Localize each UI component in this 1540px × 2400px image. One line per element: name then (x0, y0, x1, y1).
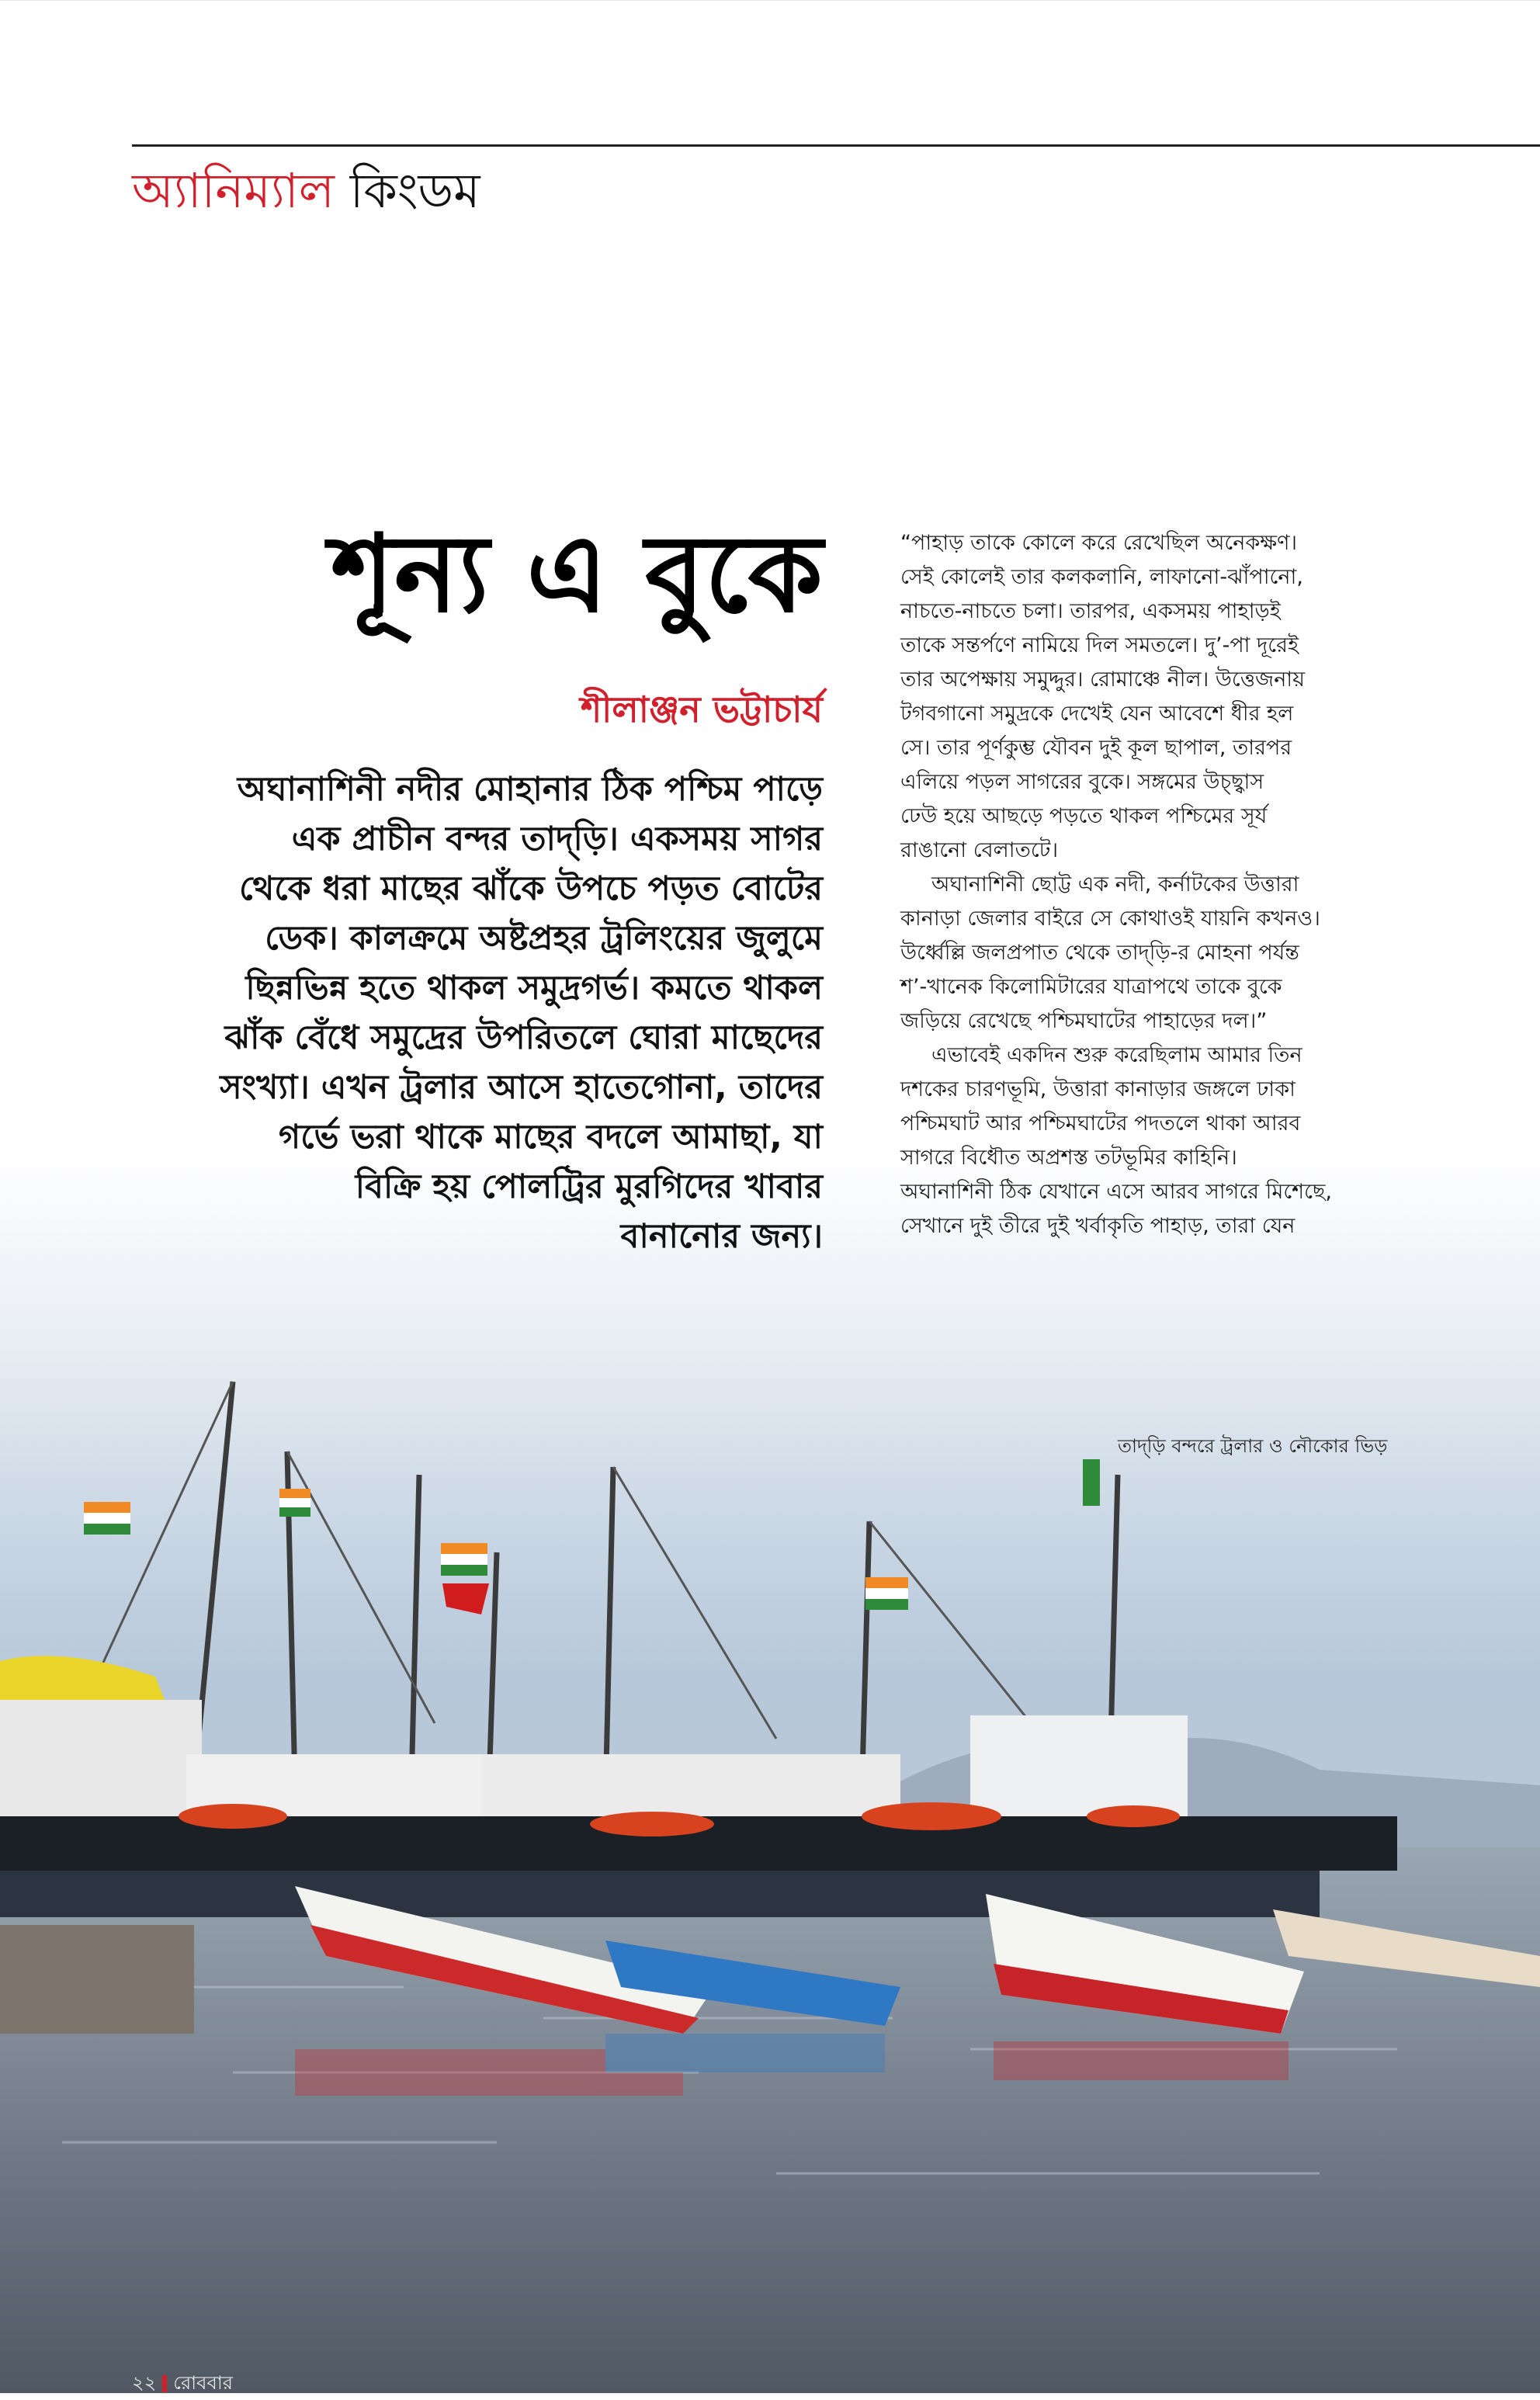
section-heading-part2: কিংডম (349, 162, 480, 219)
footer-divider (162, 2375, 167, 2392)
article-title: শূন্য এ বুকে (331, 510, 823, 636)
magazine-name: রোববার (173, 2372, 233, 2394)
author-name: শীলাঞ্জন ভট্টাচার্য (580, 688, 823, 730)
body-line: তার অপেক্ষায় সমুদ্দুর। রোমাঞ্চে নীল। উত্তেজনায় (900, 668, 1306, 692)
lede-line: গর্ভে ভরা থাকে মাছের বদলে আমাছা, যা (279, 1118, 823, 1157)
lede-line: এক প্রাচীন বন্দর তাদ্‌ড়ি। একসময় সাগর (291, 820, 823, 858)
body-line: সাগরে বিধৌত অপ্রশস্ত তটভূমির কাহিনি। (900, 1146, 1237, 1170)
body-line: তাকে সন্তর্পণে নামিয়ে দিল সমতলে। দু’-পা দূরেই (900, 633, 1299, 657)
section-heading (132, 162, 480, 219)
body-line: “পাহাড় তাকে কোলে করে রেখেছিল অনেকক্ষণ। (900, 531, 1298, 555)
page-number: ২২ (132, 2372, 157, 2394)
body-line: জড়িয়ে রেখেছে পশ্চিমঘাটের পাহাড়ের দল।” (900, 1009, 1268, 1033)
section-heading-part1: অ্যানিম্যাল (132, 162, 335, 219)
lede-line: অঘানাশিনী নদীর মোহানার ঠিক পশ্চিম পাড়ে (237, 770, 823, 809)
lede-line: সংখ্যা। এখন ট্রলার আসে হাতেগোনা, তাদের (220, 1068, 823, 1107)
lede-line: থেকে ধরা মাছের ঝাঁকে উপচে পড়ত বোটের (239, 869, 823, 908)
body-line: রাঙানো বেলাতটে। (900, 838, 1059, 862)
body-line: পশ্চিমঘাট আর পশ্চিমঘাটের পদতলে থাকা আরব (900, 1112, 1301, 1136)
lede-line: বিক্রি হয় পোলট্রির মুরগিদের খাবার (355, 1167, 823, 1206)
lede-line: বানানোর জন্য। (620, 1217, 823, 1256)
body-line: শ’-খানেক কিলোমিটারের যাত্রাপথে তাকে বুকে (900, 975, 1282, 999)
body-line: সেই কোলেই তার কলকলানি, লাফানো-ঝাঁপানো, (900, 565, 1303, 589)
body-column (900, 526, 1444, 1243)
body-line: সে। তার পূর্ণকুম্ভ যৌবন দুই কূল ছাপাল, তারপর (900, 736, 1292, 760)
lede-line: ডেক। কালক্রমে অষ্টপ্রহর ট্রলিংয়ের জুলুমে (265, 919, 823, 958)
top-rule (132, 144, 1540, 147)
body-line: এলিয়ে পড়ল সাগরের বুকে। সঙ্গমের উচ্ছ্বাস (900, 770, 1264, 794)
body-line: দশকের চারণভূমি, উত্তারা কানাড়ার জঙ্গলে ঢাকা (900, 1077, 1295, 1101)
harbour-photo (0, 1351, 1540, 2393)
photo-caption: তাদ্‌ড়ি বন্দরে ট্রলার ও নৌকোর ভিড় (1118, 1435, 1388, 1457)
body-line: এভাবেই একদিন শুরু করেছিলাম আমার তিন (931, 1043, 1302, 1067)
body-line: কানাড়া জেলার বাইরে সে কোথাওই যায়নি কখনও। (900, 907, 1320, 931)
body-line: সেখানে দুই তীরে দুই খর্বাকৃতি পাহাড়, তারা যেন (900, 1214, 1295, 1238)
page-footer (132, 2369, 233, 2400)
body-line: অঘানাশিনী ঠিক যেখানে এসে আরব সাগরে মিশেছে, (900, 1180, 1332, 1204)
lede-line: ছিন্নভিন্ন হতে থাকল সমুদ্রগর্ভ। কমতে থাকল (245, 969, 823, 1008)
body-line: ঢেউ হয়ে আছড়ে পড়তে থাকল পশ্চিমের সূর্য (900, 804, 1268, 828)
lede-paragraph (116, 765, 823, 1261)
body-line: নাচতে-নাচতে চলা। তারপর, একসময় পাহাড়ই (900, 599, 1281, 623)
body-line: টগবগানো সমুদ্রকে দেখেই যেন আবেশে ধীর হল (900, 702, 1294, 726)
lede-line: ঝাঁক বেঁধে সমুদ্রের উপরিতলে ঘোরা মাছেদের (224, 1018, 823, 1057)
body-line: উর্ধ্বেল্লি জলপ্রপাত থেকে তাদ্‌ড়ি-র মোহনা পর্যন্ত (900, 941, 1299, 965)
body-line: অঘানাশিনী ছোট্ট এক নদী, কর্নাটকের উত্তারা (931, 872, 1299, 897)
